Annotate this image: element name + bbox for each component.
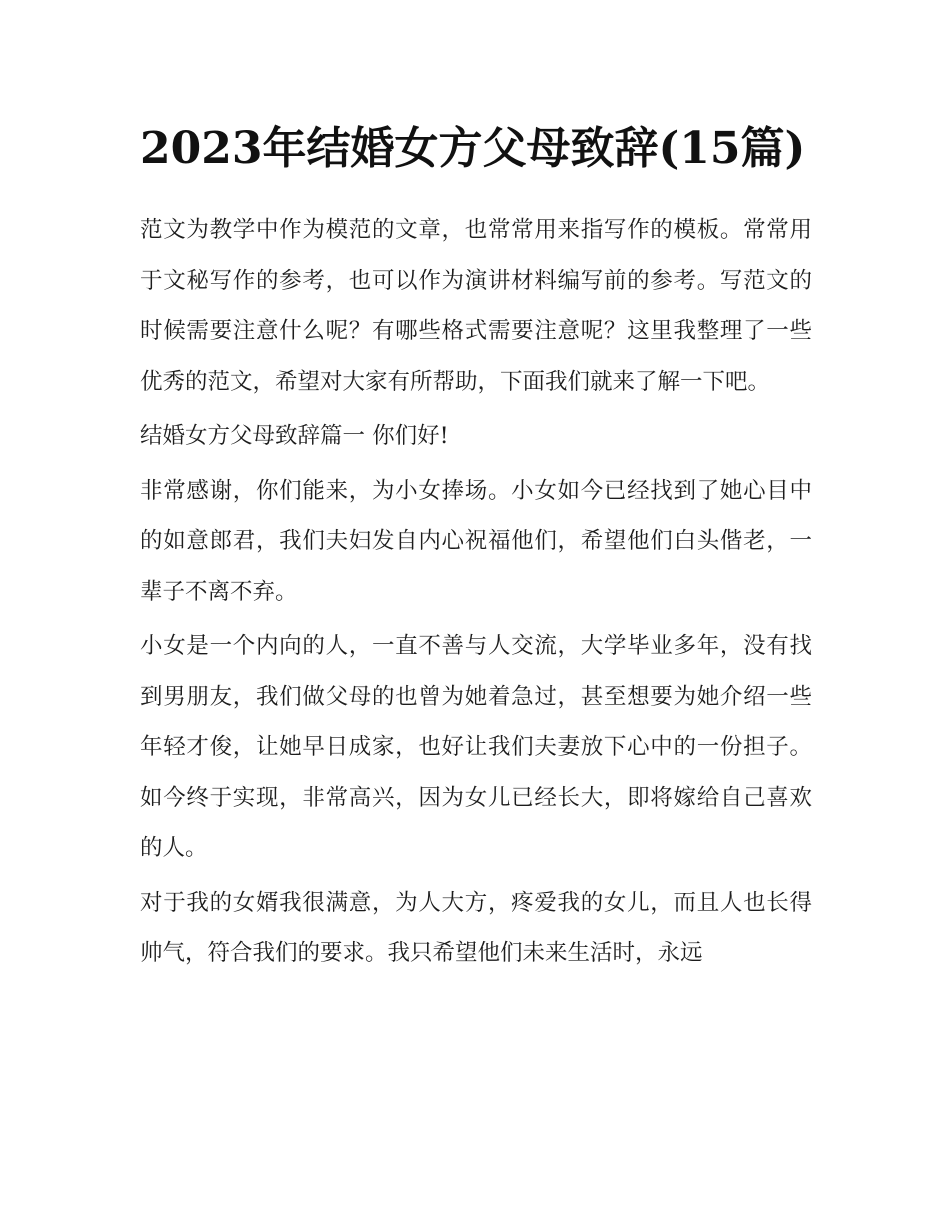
- section-heading-paragraph: 结婚女方父母致辞篇一 你们好!: [140, 423, 449, 449]
- intro-paragraph: 范文为教学中作为模范的文章，也常常用来指写作的模板。常常用于文秘写作的参考，也可以作为演讲材料编写前的参考。写范文的时候需要注意什么呢？有哪些格式需要注意呢？这里我整理了一些优秀的范文，希望对大家有所帮助，下面我们就来了解一下吧。: [140, 217, 812, 395]
- body-paragraph: 非常感谢，你们能来，为小女捧场。小女如今已经找到了她心目中的如意郎君，我们夫妇发自内心祝福他们，希望他们白头偕老，一辈子不离不弃。: [140, 477, 812, 605]
- document-title: 2023年结婚女方父母致辞(15篇): [140, 123, 806, 174]
- body-paragraph: 小女是一个内向的人，一直不善与人交流，大学毕业多年，没有找到男朋友，我们做父母的也曾为她着急过，甚至想要为她介绍一些年轻才俊，让她早日成家，也好让我们夫妻放下心中的一份担子。如今终于实现，非常高兴，因为女儿已经长大，即将嫁给自己喜欢的人。: [140, 633, 812, 861]
- document-body: [140, 115, 812, 983]
- body-paragraph: 对于我的女婿我很满意，为人大方，疼爱我的女儿，而且人也长得帅气，符合我们的要求。我只希望他们未来生活时，永远: [140, 889, 812, 966]
